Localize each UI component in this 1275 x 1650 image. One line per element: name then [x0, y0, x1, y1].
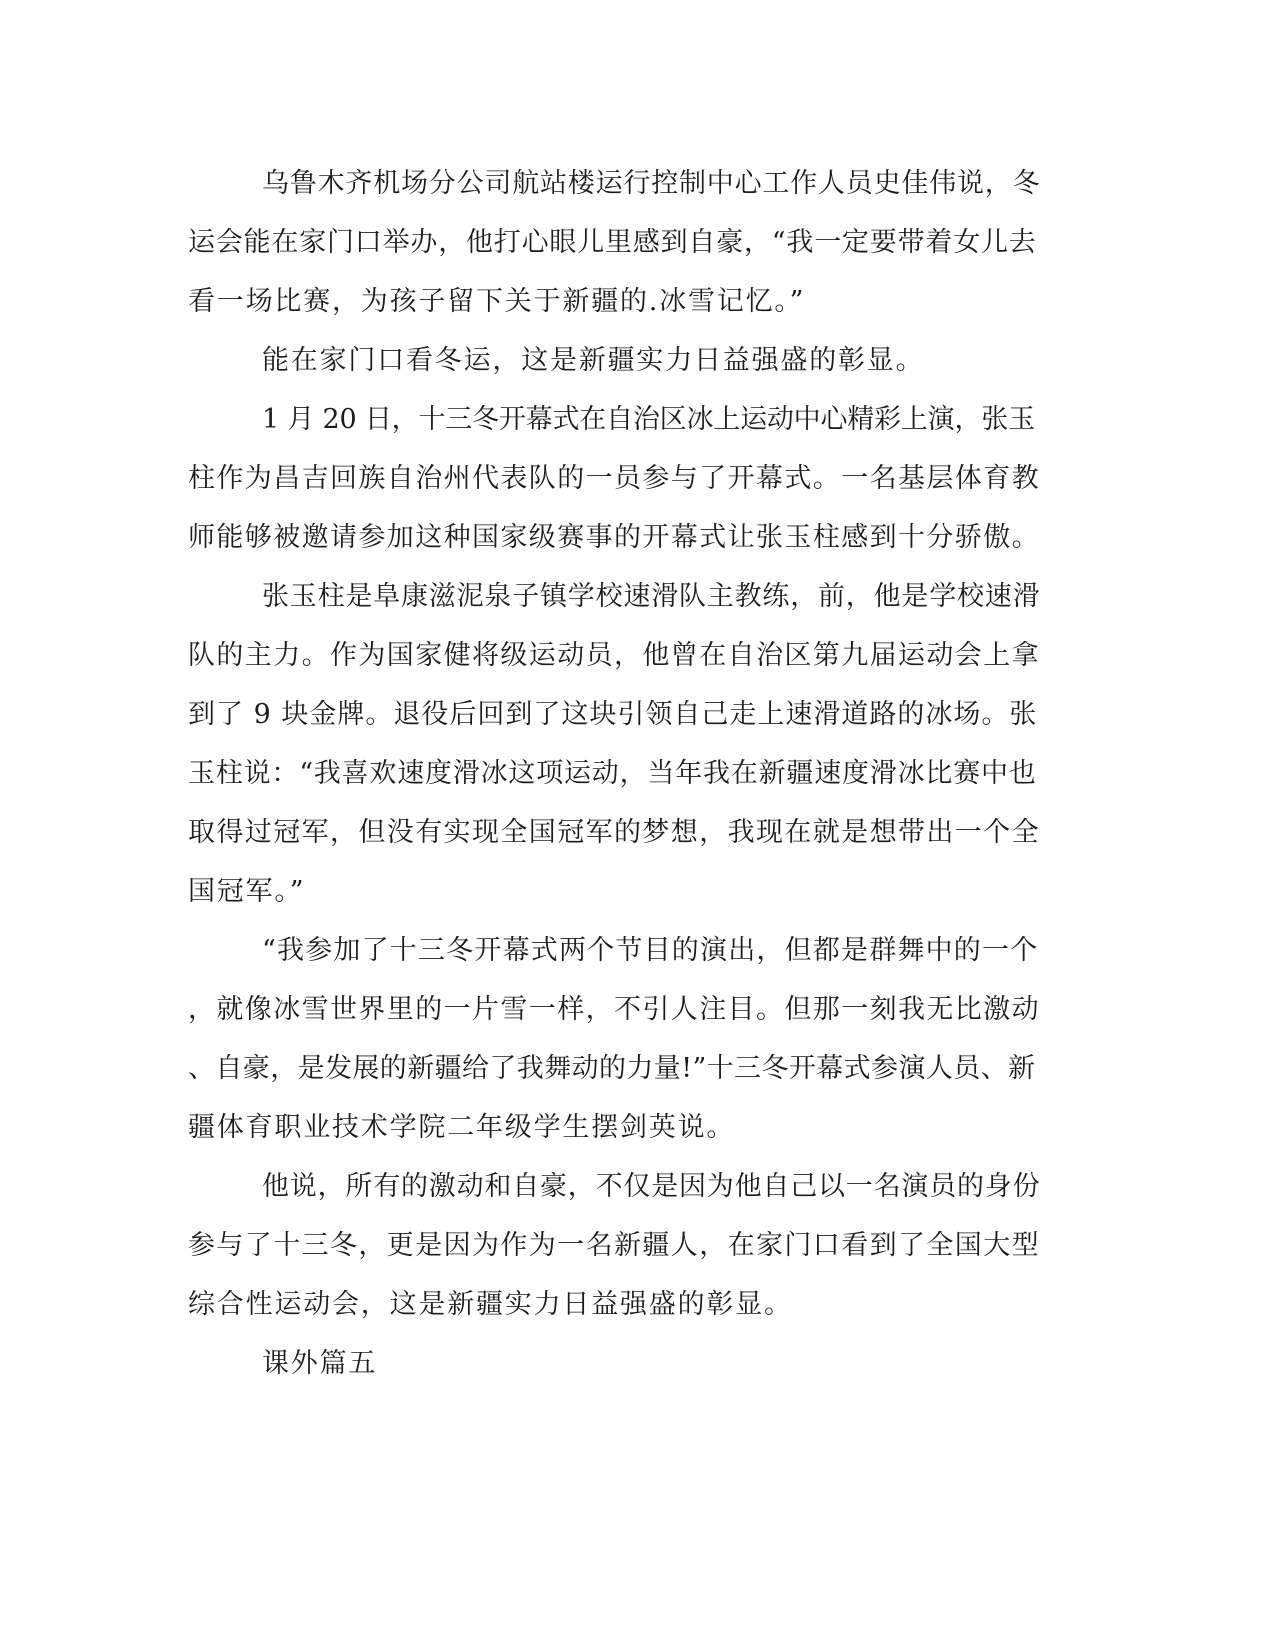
text-line: 柱作为昌吉回族自治州代表队的一员参与了开幕式。一名基层体育教 — [188, 463, 1040, 494]
text-line: 运会能在家门口举办，他打心眼儿里感到自豪，“我一定要带着女儿去 — [188, 227, 1037, 258]
text-line: 他说，所有的激动和自豪，不仅是因为他自己以一名演员的身份 — [262, 1171, 1041, 1202]
text-line: 师能够被邀请参加这种国家级赛事的开幕式让张玉柱感到十分骄傲。 — [188, 522, 1040, 553]
text-line: 疆体育职业技术学院二年级学生摆剑英说。 — [188, 1112, 736, 1143]
text-line: 队的主力。作为国家健将级运动员，他曾在自治区第九届运动会上拿 — [188, 640, 1040, 671]
text-line: 参与了十三冬，更是因为作为一名新疆人，在家门口看到了全国大型 — [188, 1230, 1040, 1261]
text-line: 到了 9 块金牌。退役后回到了这块引领自己走上速滑道路的冰场。张 — [188, 699, 1038, 730]
section-heading: 课外篇五 — [262, 1348, 378, 1379]
text-line: “我参加了十三冬开幕式两个节目的演出，但都是群舞中的一个 — [262, 935, 1039, 966]
text-line: 张玉柱是阜康滋泥泉子镇学校速滑队主教练，前，他是学校速滑 — [262, 581, 1041, 612]
text-line: 、自豪，是发展的新疆给了我舞动的力量!”十三冬开幕式参演人员、新 — [188, 1053, 1036, 1084]
text-line: 取得过冠军，但没有实现全国冠军的梦想，我现在就是想带出一个全 — [188, 817, 1040, 848]
text-line: 玉柱说：“我喜欢速度滑冰这项运动，当年我在新疆速度滑冰比赛中也 — [188, 758, 1037, 789]
text-line: 1 月 20 日，十三冬开幕式在自治区冰上运动中心精彩上演，张玉 — [262, 404, 1035, 435]
text-line: 乌鲁木齐机场分公司航站楼运行控制中心工作人员史佳伟说，冬 — [262, 168, 1041, 199]
text-line: 综合性运动会，这是新疆实力日益强盛的彰显。 — [188, 1289, 793, 1320]
text-line: 能在家门口看冬运，这是新疆实力日益强盛的彰显。 — [262, 345, 925, 376]
text-line: ，就像冰雪世界里的一片雪一样，不引人注目。但那一刻我无比激动 — [188, 994, 1040, 1025]
text-line: 国冠军。” — [188, 876, 306, 907]
text-line: 看一场比赛，为孩子留下关于新疆的.冰雪记忆。” — [188, 286, 806, 317]
